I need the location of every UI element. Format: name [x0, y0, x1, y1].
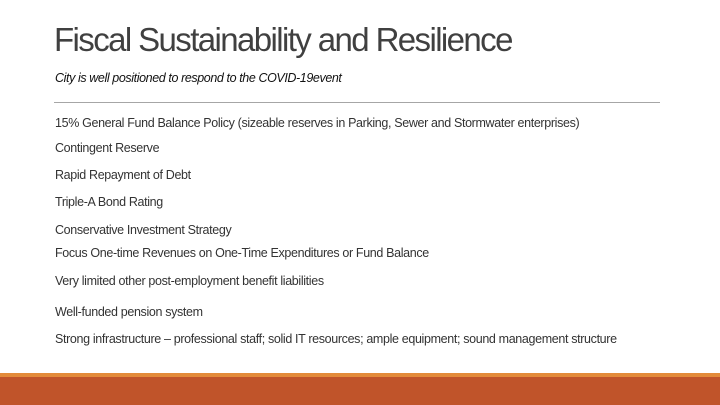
slide-subtitle: City is well positioned to respond to the COVID-19event — [55, 71, 342, 85]
slide-title: Fiscal Sustainability and Resilience — [54, 21, 512, 58]
bullet-debt-repayment: Rapid Repayment of Debt — [55, 168, 191, 182]
bullet-investment-strategy: Conservative Investment Strategy — [55, 223, 232, 237]
bullet-contingent-reserve: Contingent Reserve — [55, 141, 160, 155]
title-divider — [54, 102, 660, 103]
bullet-fund-balance-policy: 15% General Fund Balance Policy (sizeable reserves in Parking, Sewer and Stormwater enterprises) — [55, 116, 580, 130]
footer-accent-bar — [0, 377, 720, 405]
bullet-pension-system: Well-funded pension system — [55, 305, 203, 319]
bullet-one-time-revenues: Focus One-time Revenues on One-Time Expenditures or Fund Balance — [55, 246, 429, 260]
bullet-infrastructure: Strong infrastructure – professional staff; solid IT resources; ample equipment; sound management structure — [55, 332, 617, 346]
bullet-opeb-liabilities: Very limited other post-employment benefit liabilities — [55, 274, 324, 288]
bullet-bond-rating: Triple-A Bond Rating — [55, 195, 163, 209]
